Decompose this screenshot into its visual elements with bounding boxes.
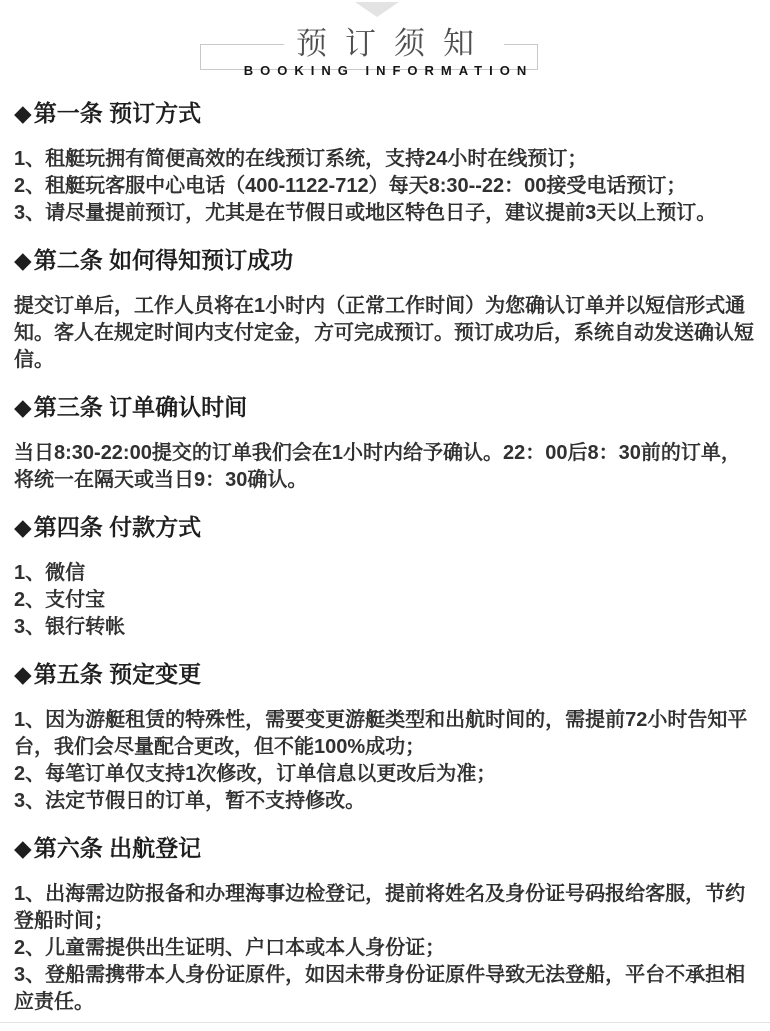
- diamond-icon: ◆: [14, 661, 32, 687]
- section-heading-label: 第四条 付款方式: [33, 514, 202, 540]
- list-item: 1、因为游艇租赁的特殊性，需要变更游艇类型和出航时间的，需提前72小时告知平台，我们会尽量配合更改，但不能100%成功；: [14, 709, 748, 758]
- page-title: [0, 26, 770, 62]
- diamond-icon: ◆: [14, 247, 32, 273]
- page-title-text: 预订须知: [284, 26, 504, 62]
- section-booking-confirmation: [14, 245, 756, 374]
- section-heading-label: 第三条 订单确认时间: [33, 394, 248, 420]
- list-item: 2、儿童需提供出生证明、户口本或本人身份证；: [14, 937, 446, 959]
- section-heading-label: 第一条 预订方式: [33, 100, 202, 126]
- list-item: 2、支付宝: [14, 589, 106, 611]
- section-heading: [14, 512, 756, 542]
- list-item: 3、请尽量提前预订，尤其是在节假日或地区特色日子，建议提前3天以上预订。: [14, 202, 717, 224]
- list-item: 2、租艇玩客服中心电话（400-1122-712）每天8:30--22：00接受电话预订；: [14, 175, 687, 197]
- diamond-icon: ◆: [14, 835, 32, 861]
- page-subtitle: [0, 62, 770, 80]
- section-departure-registration: [14, 833, 756, 1016]
- notice-content: [0, 98, 770, 1016]
- section-heading: [14, 392, 756, 422]
- section-paragraph: 提交订单后，工作人员将在1小时内（正常工作时间）为您确认订单并以短信形式通知。客人在规定时间内支付定金，方可完成预订。预订成功后，系统自动发送确认短信。: [14, 295, 754, 371]
- section-paragraph: 当日8:30-22:00提交的订单我们会在1小时内给予确认。22：00后8：30前的订单，将统一在隔天或当日9：30确认。: [14, 442, 741, 491]
- list-item: 3、银行转帐: [14, 616, 126, 638]
- list-item: 3、法定节假日的订单，暂不支持修改。: [14, 790, 366, 812]
- section-heading-label: 第二条 如何得知预订成功: [33, 247, 294, 273]
- section-order-confirm-time: [14, 392, 756, 494]
- section-booking-method: [14, 98, 756, 227]
- bottom-divider: [0, 1022, 770, 1023]
- diamond-icon: ◆: [14, 394, 32, 420]
- section-booking-change: [14, 659, 756, 815]
- section-heading: [14, 659, 756, 689]
- section-heading: [14, 98, 756, 128]
- list-item: 2、每笔订单仅支持1次修改，订单信息以更改后为准；: [14, 763, 497, 785]
- section-heading: [14, 245, 756, 275]
- list-item: 1、租艇玩拥有简便高效的在线预订系统，支持24小时在线预订；: [14, 148, 588, 170]
- list-item: 1、出海需边防报备和办理海事边检登记，提前将姓名及身份证号码报给客服，节约登船时间；: [14, 883, 746, 932]
- diamond-icon: ◆: [14, 514, 32, 540]
- list-item: 3、登船需携带本人身份证原件，如因未带身份证原件导致无法登船，平台不承担相应责任。: [14, 964, 746, 1013]
- section-heading: [14, 833, 756, 863]
- section-heading-label: 第五条 预定变更: [33, 661, 202, 687]
- page-subtitle-text: BOOKING INFORMATION: [243, 63, 534, 78]
- section-heading-label: 第六条 出航登记: [33, 835, 202, 861]
- diamond-icon: ◆: [14, 100, 32, 126]
- triangle-down-icon: [355, 2, 399, 17]
- list-item: 1、微信: [14, 562, 86, 584]
- page-header: [0, 0, 770, 80]
- section-payment-method: [14, 512, 756, 641]
